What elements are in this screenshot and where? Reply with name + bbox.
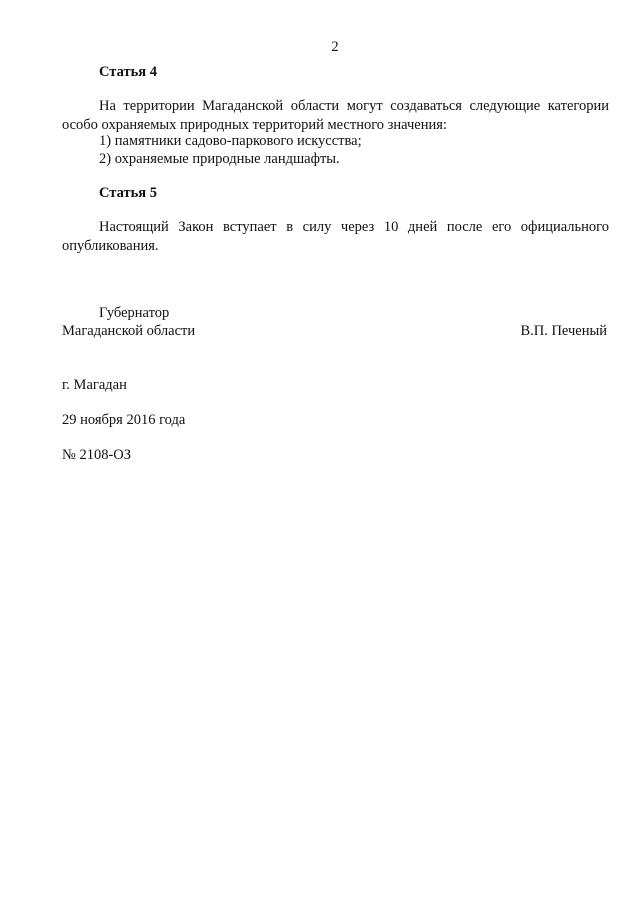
article-5-title: Статья 5	[99, 185, 157, 201]
article-4-title: Статья 4	[99, 64, 157, 80]
article-4-intro	[62, 97, 609, 135]
signature-organization: Магаданской области	[62, 323, 196, 339]
signature-position: Губернатор	[99, 305, 170, 321]
footer-date: 29 ноября 2016 года	[62, 412, 186, 428]
signature-name: В.П. Печеный	[520, 323, 607, 339]
page-number: 2	[331, 39, 339, 55]
article-5-text	[62, 218, 609, 256]
footer-law-number: № 2108-ОЗ	[62, 447, 132, 463]
article-5-line-1: Настоящий Закон вступает в силу через 10 дней после его официального	[99, 219, 609, 235]
article-4-list-item-2: 2) охраняемые природные ландшафты.	[99, 151, 340, 167]
article-4-intro-line-1: На территории Магаданской области могут создаваться следующие категории	[99, 98, 609, 114]
article-4-list-item-1: 1) памятники садово-паркового искусства;	[99, 133, 362, 149]
article-4-intro-line-2: особо охраняемых природных территорий местного значения:	[62, 117, 447, 133]
article-5-line-2: опубликования.	[62, 238, 159, 254]
footer-place: г. Магадан	[62, 377, 127, 393]
